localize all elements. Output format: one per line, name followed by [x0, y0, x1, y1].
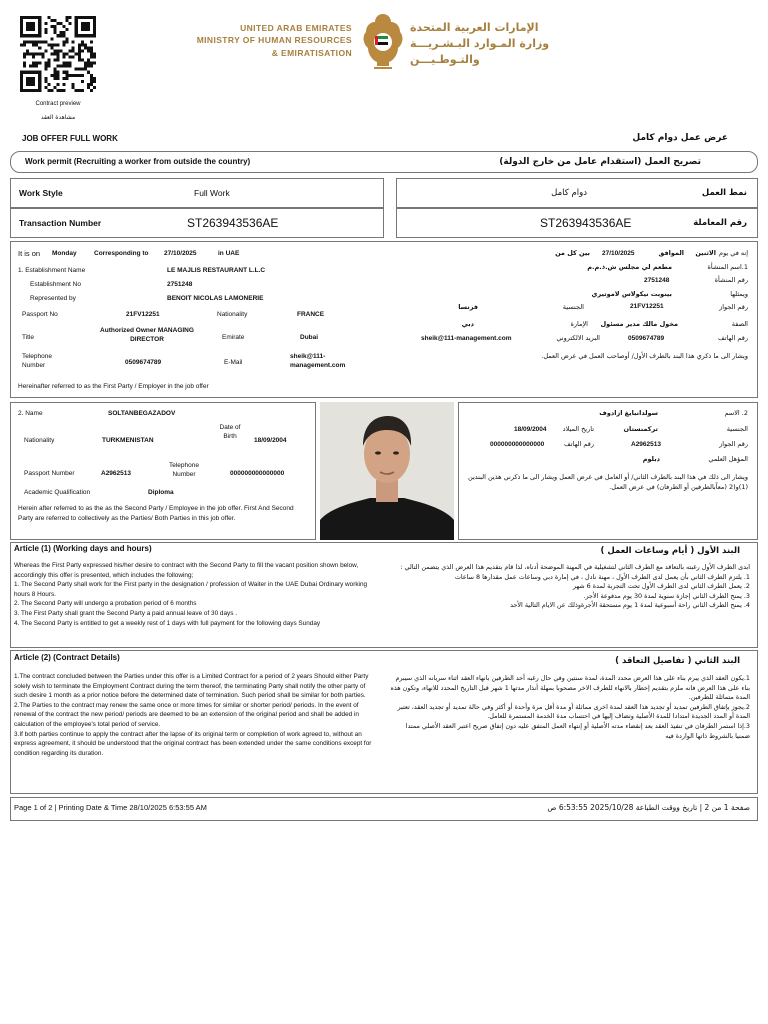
sp-nationality-value: TURKMENISTAN — [102, 437, 154, 444]
uae-emblem-icon — [360, 10, 406, 72]
ar-sp-nationality: تركمنستان — [623, 425, 658, 433]
first-party-hereinafter: Hereinafter referred to as the First Party / Employer in the job offer — [18, 383, 209, 390]
article-1-title-en: Article (1) (Working days and hours) — [14, 544, 152, 553]
work-style-label-ar: نمط العمل — [701, 188, 747, 198]
ar-est-name-label: 1.اسم المنشأة — [707, 263, 748, 271]
ar-name-label: 2. الاسم — [724, 409, 748, 417]
work-style-box-ar — [396, 178, 758, 208]
establishment-no-label: Establishment No — [30, 281, 81, 288]
article-2-body-en: 1.The contract concluded between the Parties under this offer is a Limited Contract for a period of 2 years Should either Party solely wish to terminate the Employment Contract during the term thereof, the terminating Party shall notify the other party of such desire 1 month as a prior notice before the determined date of termination. Such period shall be similar for both parties. 2.The Parties to the contract may renew the same once or more times for similar or shorter period/ periods. In the event of renewal of the contract the new period/ periods are deemed to be an extension of the original period and shall be added in calculation of the employee's total period of service. 3.If both parties continue to apply the contract after the lapse of its original term or completion of work agreed to, without an express agreement, it should be understood that the original contract has been extended under the same conditions except for condition regarding its duration. — [14, 673, 372, 757]
article-1-title-ar: البند الأول ( أيام وساعات العمل ) — [600, 546, 740, 556]
second-party-box-ar — [458, 402, 758, 540]
ministry-name-en: UNITED ARAB EMIRATES MINISTRY OF HUMAN RESOURCES & EMIRATISATION — [196, 23, 352, 58]
article-1-body-ar: ابدى الطرف الأول رغبته بالتعاقد مع الطرف الثاني لتشغيلية في المهنة الموضحة أدناه، لذا قام بتقديم هذا العرض الذي يتضمن التالي : 1. يلتزم الطرف الثاني بأن يعمل لدى الطرف الأول ، مهنة نادل ، في إمارة دبي وساعات عمل مقدارها 8 ساعات 2. يعمل الطرف الثاني لدى الطرف الأول تحت التجربة لمدة 6 شهر 3. يمنح الطرف الثاني إجازة سنوية لمدة 30 يوم مدفوعة الأجر. 4. يمنح الطرف الثاني راحة أسبوعية لمدة 1 يوم مستحقة الأجرةوذلك عن الايام التالية الأحد — [400, 563, 750, 610]
ar-dob-label: تاريخ الميلاد — [562, 425, 594, 433]
passport-label: Passport No — [22, 311, 58, 318]
transaction-box-ar — [396, 208, 758, 238]
qualification-value: Diploma — [148, 489, 174, 496]
transaction-number-ar: ST263943536AE — [540, 216, 632, 230]
establishment-name-label: 1. Establishment Name — [18, 267, 86, 274]
represented-by-value: BENOIT NICOLAS LAMONERIE — [167, 295, 264, 302]
ar-between: بين كل من — [555, 249, 590, 257]
ar-nationality: فرنسا — [458, 303, 478, 311]
corresponding-to-label: Corresponding to — [94, 250, 149, 257]
ar-emirate-label: الإمارة — [570, 320, 588, 328]
ar-represented-label: ويمثلها — [730, 290, 748, 298]
ar-passport: 21FV12251 — [630, 303, 664, 310]
emirate-value: Dubai — [300, 334, 319, 341]
ar-qualification: دبلوم — [642, 455, 660, 463]
ar-it-is-on: إنه في يوم — [719, 249, 748, 257]
document-title-en: JOB OFFER FULL WORK — [22, 134, 118, 143]
ar-phone-label: رقم الهاتف — [718, 334, 748, 342]
ar-sp-phone-label: رقم الهاتف — [564, 440, 594, 448]
permit-type-en: Work permit (Recruiting a worker from outside the country) — [25, 157, 251, 166]
title-label: Title — [22, 334, 35, 341]
name-label: 2. Name — [18, 410, 43, 417]
ar-sp-passport: A2962513 — [631, 441, 661, 448]
email-label: E-Mail — [224, 359, 243, 366]
work-style-label-en: Work Style — [19, 188, 63, 198]
email-value: sheik@111-management.com — [290, 353, 346, 369]
ar-email-label: البريد الالكتروني — [556, 334, 600, 342]
ar-nationality-label: الجنسية — [562, 303, 584, 311]
nationality-label: Nationality — [217, 311, 248, 318]
qr-caption-en: Contract preview — [35, 101, 81, 107]
ar-sp-passport-label: رقم الجواز — [719, 440, 748, 448]
footer-page-info-en: Page 1 of 2 | Printing Date & Time 28/10/2025 6:53:55 AM — [14, 803, 207, 812]
article-2-body-ar: 1.يكون العقد الذي يبرم بناء على هذا العرض محدد المدة، لمدة سنتين وفي حال رغبه أحد الطرفين بانهاء العقد اثناء سريانه الذي سيبرم بناء على هذا العرض فانه ملزم بتقديم إخطار بالانهاء للطرف الاخر مصحوبا بمهلة أنذار مدتها 1 شهر قبل التاريخ المحدد للانهاء، وتكون هذه المدة متماثلة للطرفين. 2.يجوز بإتفاق الطرفين تمديد أو تجديد هذا العقد لمدة اخرى مماثلة أو مدة أقل مرة وأحدة أو أكثر وفي حالة تمديد أو تجديد العقد، تعتبر المدة أو المدد الجديدة امتدادا للمدة الأصلية وتضاف إليها في احتساب مدة الخدمة المستمرة للعامل. 3.إذا استمر الطرفان في تنفيذ العقد بعد إنقضاء مدته الأصلية أو إنتهاء العمل المتفق عليه دون إتفاق صريح اعتبر العقد الأصلي ممتدا ضمنيا بالشروط ذاتها الواردة فيه — [390, 674, 750, 740]
second-party-herein: Herein after referred to as the as the Second Party / Employee in the job offer. First And Second Party are referred to collectively as the Parties/ Both Parties in this job offer. — [18, 505, 294, 523]
sp-nationality-label: Nationality — [24, 437, 55, 444]
ar-dob: 18/09/2004 — [514, 426, 547, 433]
ar-email: sheik@111-management.com — [421, 335, 512, 342]
ar-date: 27/10/2025 — [602, 250, 635, 257]
ar-qualification-label: المؤهل العلمي — [708, 455, 748, 463]
permit-bar — [10, 151, 758, 173]
ar-name: سولدانبايغ ازادوف — [599, 409, 658, 417]
employee-photo — [320, 402, 454, 540]
ar-est-no-label: رقم المنشأة — [714, 276, 748, 284]
sp-passport-value: A2962513 — [101, 470, 131, 477]
ministry-name-ar: الإمارات العربية المتحدة وزارة المـوارد البـشـريـــة والتـوطـيـــن — [410, 21, 550, 66]
qualification-label: Academic Qualification — [24, 489, 91, 496]
ar-sp-phone: 000000000000000 — [490, 441, 545, 448]
ar-title: مخول مالك مدير مسئول — [600, 320, 678, 328]
telephone-label: Telephone Number — [22, 353, 52, 369]
represented-by-label: Represented by — [30, 295, 76, 302]
sp-telephone-value: 000000000000000 — [230, 470, 285, 477]
ar-represented: بينوبت نيكولاس لاموتيري — [591, 290, 672, 298]
sp-passport-label: Passport Number — [24, 470, 75, 477]
work-style-value-en: Full Work — [194, 188, 230, 198]
date-value: 27/10/2025 — [164, 250, 197, 257]
day-value: Monday — [52, 250, 77, 257]
qr-caption-ar: مشاهدة العقد — [40, 114, 76, 121]
ar-second-party-herein: ويشار الى ذلك في هذا البند بالطرف الثاني/ أو العامل في عرض العمل ويشار الى ما ذكرني هذين البندين (1)و(2 (معاًبالطرفين أو الطرفان) في عرض العمل. — [468, 473, 748, 492]
transaction-label-en: Transaction Number — [19, 218, 102, 228]
telephone-value: 0509674789 — [125, 359, 162, 366]
passport-value: 21FV12251 — [126, 311, 160, 318]
transaction-number-en: ST263943536AE — [187, 216, 279, 230]
dob-value: 18/09/2004 — [254, 437, 287, 444]
article-2-title-ar: البند الثاني ( تفاصيل التعاقد ) — [615, 656, 740, 666]
establishment-name-value: LE MAJLIS RESTAURANT L.L.C — [167, 267, 266, 274]
ar-sp-nationality-label: الجنسية — [726, 425, 748, 433]
dob-label: Date of Birth — [219, 424, 241, 440]
transaction-label-ar: رقم المعاملة — [693, 218, 747, 228]
article-2-title-en: Article (2) (Contract Details) — [14, 653, 120, 662]
ar-title-label: الصفة — [731, 320, 748, 328]
transaction-box-en — [10, 208, 384, 238]
name-value: SOLTANBEGAZADOV — [108, 410, 176, 417]
sp-telephone-label: Telephone Number — [169, 462, 199, 478]
document-title-ar: عرض عمل دوام كامل — [632, 133, 728, 143]
ar-emirate: دبي — [461, 320, 474, 328]
work-style-box-en — [10, 178, 384, 208]
footer-page-info-ar: صفحة 1 من 2 | تاريخ ووقت الطباعة 2025/10/28 6:53:55 ص — [547, 803, 750, 812]
ar-day: الاثنين — [695, 249, 716, 257]
ar-first-party-hereinafter: ويشار الى ما ذكري هذا البند بالطرف الأول/ أوصاحب العمل في عرض العمل. — [541, 352, 748, 360]
it-is-on-label: It is on — [18, 249, 41, 258]
ar-est-name: مطعم لي مجلس ش.ذ.م.م — [587, 263, 672, 271]
nationality-value: FRANCE — [297, 311, 325, 318]
establishment-no-value: 2751248 — [167, 281, 193, 288]
title-value: Authorized Owner MANAGING DIRECTOR — [100, 327, 194, 343]
ar-passport-label: رقم الجواز — [719, 303, 748, 311]
emirate-label: Emirate — [222, 334, 245, 341]
ar-phone: 0509674789 — [628, 335, 665, 342]
permit-type-ar: تصريح العمل (استقدام عامل من خارج الدولة) — [499, 157, 701, 167]
ar-corresponding: الموافق — [658, 249, 684, 257]
in-uae-label: in UAE — [218, 250, 240, 257]
work-style-value-ar: دوام كامل — [551, 188, 587, 198]
article-1-body-en: Whereas the First Party expressed his/her desire to contract with the Second Party to fill the vacant position shown below, accordingly this offer is presented, which includes the following; 1. The Second Party shall work for the First party in the designation / profession of Waiter in the UAE Dubai Ordinary working hours 8 Hours. 2. The Second Party will undergo a probation period of 6 months 3. The First Party shall grant the Second Party a paid annual leave of 30 days . 4. The Second Party is entitled to get a weekly rest of 1 days with full payment for the following days Sunday — [14, 562, 368, 627]
ar-est-no: 2751248 — [644, 277, 670, 284]
qr-code — [20, 16, 96, 92]
